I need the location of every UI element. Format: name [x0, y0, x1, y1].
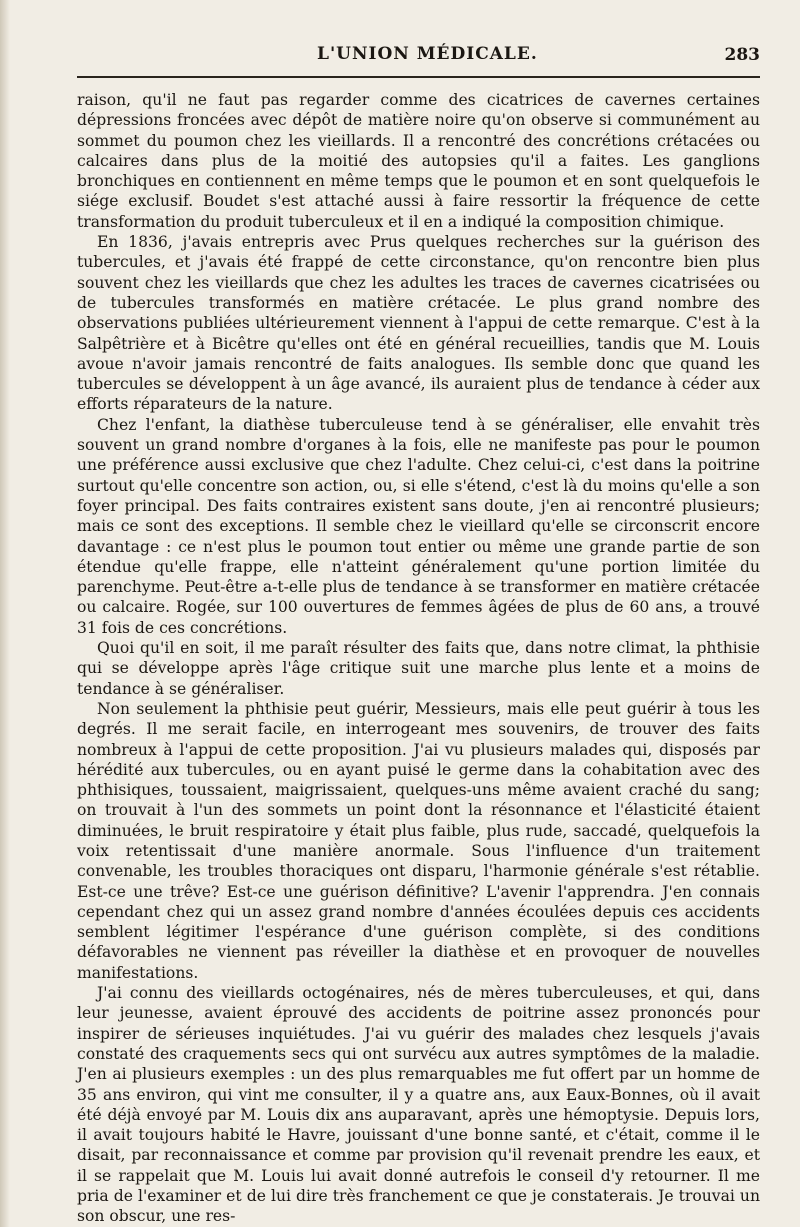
page-header	[77, 0, 760, 80]
paragraph: J'ai connu des vieillards octogénaires, nés de mères tuberculeuses, et qui, dans leur jeunesse, avaient éprouvé des accidents de poitrine assez prononcés pour inspirer de sérieuses inquiétudes. J'ai vu guérir des malades chez lesquels j'avais constaté des craquements secs qui ont survécu aux autres symptômes de la maladie. J'en ai plusieurs exemples : un des plus remarquables me fut offert par un homme de 35 ans environ, qui vint me consulter, il y a quatre ans, aux Eaux-Bonnes, où il avait été déjà envoyé par M. Louis dix ans auparavant, après une hémoptysie. Depuis lors, il avait toujours habité le Havre, jouissant d'une bonne santé, et c'était, comme il le disait, par reconnaissance et comme par provision qu'il revenait prendre les eaux, et il se rappelait que M. Louis lui avait donné autrefois le conseil d'y retourner. Il me pria de l'examiner et de lui dire très franchement ce que je constaterais. Je trouvai un son obscur, une res-	[77, 984, 760, 1226]
paragraph: raison, qu'il ne faut pas regarder comme des cicatrices de cavernes certaines dépressions froncées avec dépôt de matière noire qu'on observe si communément au sommet du poumon chez les vieillards. Il a rencontré des concrétions crétacées ou calcaires dans plus de la moitié des autopsies qu'il a faites. Les ganglions bronchiques en contiennent en même temps que le poumon et en sont quelquefois le siége exclusif. Boudet s'est attaché aussi à faire ressortir la fréquence de cette transformation du produit tuberculeux et il en a indiqué la composition chimique.	[77, 91, 760, 231]
running-title: L'UNION MÉDICALE.	[317, 44, 538, 64]
paragraph: Non seulement la phthisie peut guérir, Messieurs, mais elle peut guérir à tous les degrés. Il me serait facile, en interrogeant mes souvenirs, de trouver des faits nombreux à l'appui de cette proposition. J'ai vu plusieurs malades qui, disposés par hérédité aux tubercules, ou en ayant puisé le germe dans la cohabitation avec des phthisiques, toussaient, maigrissaient, quelques-uns même avaient craché du sang; on trouvait à l'un des sommets un point dont la résonnance et l'élasticité étaient diminuées, le bruit respiratoire y était plus faible, plus rude, saccadé, quelquefois la voix retentissait d'une manière anormale. Sous l'influence d'un traitement convenable, les troubles thoraciques ont disparu, l'harmonie générale s'est rétablie. Est-ce une trêve? Est-ce une guérison définitive? L'avenir l'apprendra. J'en connais cependant chez qui un assez grand nombre d'années écoulées depuis ces accidents semblent légitimer l'espérance d'une guérison complète, si des conditions défavorables ne viennent pas réveiller la diathèse et en provoquer de nouvelles manifestations.	[77, 699, 760, 982]
paragraph: En 1836, j'avais entrepris avec Prus quelques recherches sur la guérison des tubercules, et j'avais été frappé de cette circonstance, qu'on rencontre bien plus souvent chez les vieillards que chez les adultes les traces de cavernes cicatrisées ou de tubercules transformés en matière crétacée. Le plus grand nombre des observations publiées ultérieurement viennent à l'appui de cette remarque. C'est à la Salpêtrière et à Bicêtre qu'elles ont été en général recueillies, tandis que M. Louis avoue n'avoir jamais rencontré de faits analogues. Ils semble donc que quand les tubercules se développent à un âge avancé, ils auraient plus de tendance à céder aux efforts réparateurs de la nature.	[77, 233, 760, 414]
header-rule	[77, 76, 760, 78]
paragraph: Chez l'enfant, la diathèse tuberculeuse tend à se généraliser, elle envahit très souvent un grand nombre d'organes à la fois, elle ne manifeste pas pour le poumon une préférence aussi exclusive que chez l'adulte. Chez celui-ci, c'est dans la poitrine surtout qu'elle concentre son action, ou, si elle s'étend, c'est là du moins qu'elle a son foyer principal. Des faits contraires existent sans doute, j'en ai rencontré plusieurs; mais ce sont des exceptions. Il semble chez le vieillard qu'elle se circonscrit encore davantage : ce n'est plus le poumon tout entier ou même une grande partie de son étendue qu'elle frappe, elle n'atteint généralement qu'une portion limitée du parenchyme. Peut-être a-t-elle plus de tendance à se transformer en matière crétacée ou calcaire. Rogée, sur 100 ouvertures de femmes âgées de plus de 60 ans, a trouvé 31 fois de ces concrétions.	[77, 415, 760, 637]
paragraph: Quoi qu'il en soit, il me paraît résulter des faits que, dans notre climat, la phthisie qui se développe après l'âge critique suit une marche plus lente et a moins de tendance à se généraliser.	[77, 639, 760, 698]
body-text	[77, 90, 760, 1227]
page-number: 283	[724, 45, 760, 65]
